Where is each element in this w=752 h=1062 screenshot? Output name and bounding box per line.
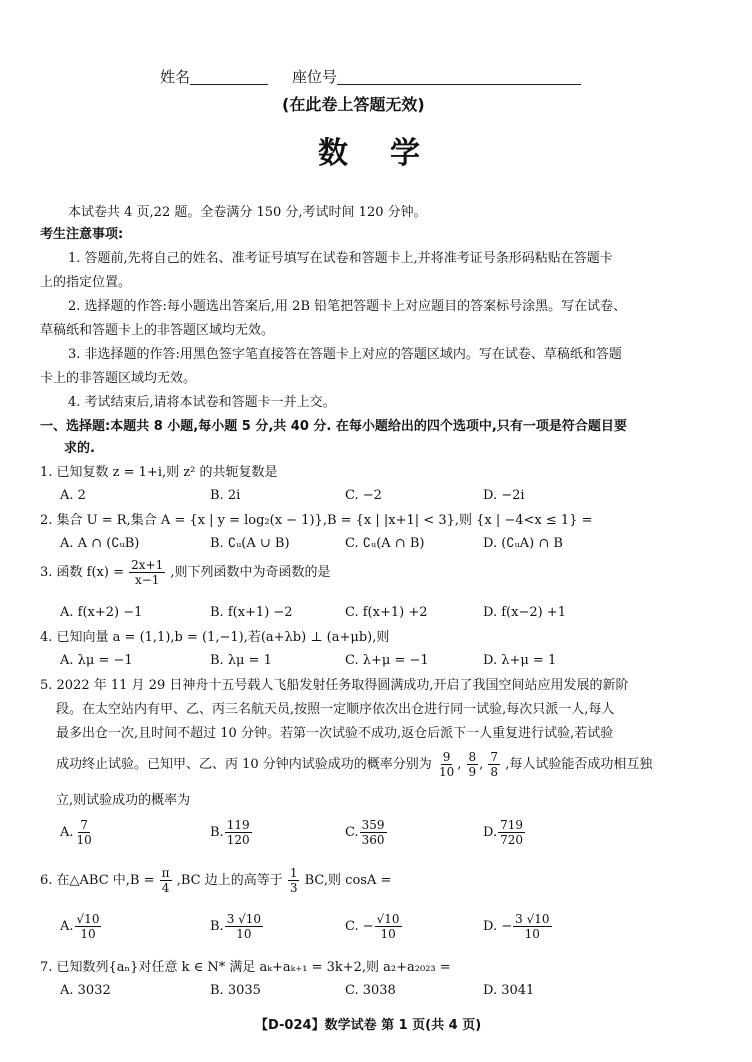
q7-option-d[interactable]: D. 3041 <box>483 983 535 998</box>
q6-option-c[interactable] <box>345 912 403 941</box>
instruction-line: 3. 非选择题的作答:用黑色签字笔直接答在答题卡上对应的答题区域内。写在试卷、草稿纸和答题 <box>68 347 622 362</box>
q6-angle <box>160 866 172 895</box>
q5-line4-post: ,每人试验能否成功相互独 <box>505 757 653 772</box>
q1-option-d[interactable]: D. −2i <box>483 488 525 503</box>
q3-option-d[interactable]: D. f(x−2) +1 <box>483 605 566 620</box>
q1-option-b[interactable]: B. 2i <box>210 488 241 503</box>
q6-option-b-frac <box>225 912 263 941</box>
q4-option-b[interactable]: B. λμ = 1 <box>210 653 272 668</box>
q3-frac-num: 2x+1 <box>131 558 164 572</box>
name-label: 姓名 <box>160 68 191 86</box>
q5-option-c-label: C. <box>345 825 359 840</box>
q6-height-ratio <box>288 866 300 895</box>
instruction-line: 1. 答题前,先将自己的姓名、准考证号填写在试卷和答题卡上,并将准考证号条形码粘贴在答题卡 <box>68 251 613 266</box>
question-3-stem <box>40 558 331 587</box>
q3-option-c[interactable]: C. f(x+1) +2 <box>345 605 428 620</box>
q6-option-a-frac <box>75 912 102 941</box>
q3-fraction <box>129 558 165 587</box>
q5-prob-3-den: 8 <box>490 765 499 779</box>
q3-stem-pre: 3. 函数 f(x) = <box>40 565 124 580</box>
question-6-stem <box>40 866 391 895</box>
q5-option-a-den: 10 <box>76 833 92 847</box>
attention-title: 考生注意事项: <box>40 227 124 242</box>
q6-angle-num: π <box>161 866 170 880</box>
answer-invalid-notice: (在此卷上答题无效) <box>282 95 425 114</box>
q1-option-c[interactable]: C. −2 <box>345 488 382 503</box>
q6-stem-pre: 6. 在△ABC 中,B = <box>40 873 155 888</box>
seat-field <box>292 66 581 87</box>
q5-prob-1-num: 9 <box>442 750 451 764</box>
q5-prob-1 <box>437 750 456 779</box>
q2-option-b[interactable]: B. ∁ᵤ(A ∪ B) <box>210 536 290 551</box>
q5-option-b-frac <box>225 818 252 847</box>
q6-option-a-label: A. <box>60 919 74 934</box>
q6-option-d-den: 10 <box>524 927 540 941</box>
question-5-line-probabilities: 成功终止试验。已知甲、乙、丙 10 分钟内试验成功的概率分别为 $\frac{9}{10}$ , $\frac{8}{9}$ , $\frac{7}{8}$ ,每人试验能否成功相互独 <box>56 750 653 779</box>
question-5-line: 5. 2022 年 11 月 29 日神舟十五号载人飞船发射任务取得圆满成功,开启了我国空间站应用发展的新阶 <box>40 678 629 693</box>
q6-option-a-den: 10 <box>80 927 96 941</box>
q7-option-b[interactable]: B. 3035 <box>210 983 261 998</box>
section-heading: 一、选择题:本题共 8 小题,每小题 5 分,共 40 分. 在每小题给出的四个选项中,只有一项是符合题目要 <box>40 419 627 434</box>
page-footer: 【D-024】数学试卷 第 1 页(共 4 页) <box>255 1018 482 1033</box>
q6-height-den: 3 <box>289 881 298 895</box>
name-field <box>160 66 268 87</box>
question-5-line: 立,则试验成功的概率为 <box>56 793 191 808</box>
seat-blank <box>337 69 581 85</box>
q5-option-b-label: B. <box>210 825 224 840</box>
q5-prob-3-num: 7 <box>490 750 499 764</box>
instruction-line: 上的指定位置。 <box>40 275 132 290</box>
q2-option-c[interactable]: C. ∁ᵤ(A ∩ B) <box>345 536 425 551</box>
question-2-stem: 2. 集合 U = R,集合 A = {x | y = log₂(x − 1)},B = {x | |x+1| < 3},则 {x | −4<x ≤ 1} = <box>40 513 593 528</box>
q6-option-c-label: C. − <box>345 919 374 934</box>
q5-prob-2-den: 9 <box>468 765 477 779</box>
q2-option-a[interactable]: A. A ∩ (∁ᵤB) <box>60 536 140 551</box>
q5-option-c[interactable] <box>345 818 388 847</box>
q7-option-c[interactable]: C. 3038 <box>345 983 396 998</box>
q5-prob-1-den: 10 <box>438 765 455 779</box>
name-blank <box>190 69 268 85</box>
q3-option-b[interactable]: B. f(x+1) −2 <box>210 605 293 620</box>
instruction-line: 草稿纸和答题卡上的非答题区域均无效。 <box>40 323 275 338</box>
instruction-line: 卡上的非答题区域均无效。 <box>40 371 197 386</box>
q6-height-num: 1 <box>289 866 298 880</box>
q4-option-a[interactable]: A. λμ = −1 <box>60 653 133 668</box>
question-1-stem: 1. 已知复数 z = 1+i,则 z² 的共轭复数是 <box>40 465 278 480</box>
q4-option-c[interactable]: C. λ+μ = −1 <box>345 653 429 668</box>
page-title: 数学 <box>318 136 462 171</box>
q5-option-c-num: 359 <box>361 818 385 832</box>
q6-stem-mid: ,BC 边上的高等于 <box>176 873 283 888</box>
q6-option-b-den: 10 <box>236 927 252 941</box>
q3-option-a[interactable]: A. f(x+2) −1 <box>60 605 143 620</box>
q5-option-d-label: D. <box>483 825 498 840</box>
q5-option-c-den: 360 <box>361 833 385 847</box>
q1-option-a[interactable]: A. 2 <box>60 488 86 503</box>
q5-option-d-frac <box>498 818 525 847</box>
q6-option-a-num: √10 <box>76 912 100 926</box>
q6-option-b-label: B. <box>210 919 224 934</box>
q5-option-d-num: 719 <box>500 818 523 832</box>
q5-prob-2-num: 8 <box>468 750 477 764</box>
section-heading-cont: 求的. <box>64 441 95 456</box>
q5-option-b[interactable] <box>210 818 253 847</box>
q6-option-d-frac <box>513 912 551 941</box>
question-7-stem: 7. 已知数列{aₙ}对任意 k ∈ N* 满足 aₖ+aₖ₊₁ = 3k+2,则 a₂+a₂₀₂₃ = <box>40 960 451 975</box>
q6-option-d[interactable] <box>483 912 553 941</box>
q7-option-a[interactable]: A. 3032 <box>60 983 111 998</box>
q5-option-a[interactable] <box>60 818 95 847</box>
q6-option-a[interactable] <box>60 912 102 941</box>
q5-option-d-den: 720 <box>500 833 523 847</box>
q5-option-b-den: 120 <box>226 833 250 847</box>
q5-option-c-frac <box>360 818 387 847</box>
q6-option-b[interactable] <box>210 912 264 941</box>
q5-option-a-num: 7 <box>80 818 88 832</box>
q5-option-a-frac <box>75 818 94 847</box>
q5-option-a-label: A. <box>60 825 74 840</box>
q3-frac-den: x−1 <box>134 573 160 587</box>
q6-option-c-frac <box>375 912 402 941</box>
q6-option-c-den: 10 <box>380 927 396 941</box>
question-4-stem: 4. 已知向量 a = (1,1),b = (1,−1),若(a+λb) ⊥ (a+μb),则 <box>40 630 390 645</box>
q3-stem-post: ,则下列函数中为奇函数的是 <box>170 565 331 580</box>
question-5-line: 段。在太空站内有甲、乙、丙三名航天员,按照一定顺序依次出仓进行同一试验,每次只派一人,每人 <box>56 702 615 717</box>
q5-line4-pre: 成功终止试验。已知甲、乙、丙 10 分钟内试验成功的概率分别为 <box>56 757 432 772</box>
exam-summary: 本试卷共 4 页,22 题。全卷满分 150 分,考试时间 120 分钟。 <box>68 205 427 220</box>
instruction-line: 2. 选择题的作答:每小题选出答案后,用 2B 铅笔把答题卡上对应题目的答案标号涂黑。写在试卷、 <box>68 299 627 314</box>
q6-stem-post: BC,则 cosA = <box>304 873 392 888</box>
q6-option-b-num: 3 √10 <box>226 912 262 926</box>
q5-option-b-num: 119 <box>226 818 250 832</box>
q6-option-c-num: √10 <box>376 912 400 926</box>
q6-option-d-num: 3 √10 <box>515 912 550 926</box>
q6-angle-den: 4 <box>161 881 170 895</box>
q5-option-d[interactable] <box>483 818 526 847</box>
question-5-line: 最多出仓一次,且时间不超过 10 分钟。若第一次试验不成功,返仓后派下一人重复进行试验,若试验 <box>56 726 614 741</box>
q6-option-d-label: D. − <box>483 919 513 934</box>
q5-prob-2 <box>467 750 479 779</box>
q2-option-d[interactable]: D. (∁ᵤA) ∩ B <box>483 536 563 551</box>
q5-prob-3 <box>488 750 500 779</box>
q4-option-d[interactable]: D. λ+μ = 1 <box>483 653 557 668</box>
instruction-line: 4. 考试结束后,请将本试卷和答题卡一并上交。 <box>68 395 336 410</box>
seat-label: 座位号 <box>292 68 338 86</box>
